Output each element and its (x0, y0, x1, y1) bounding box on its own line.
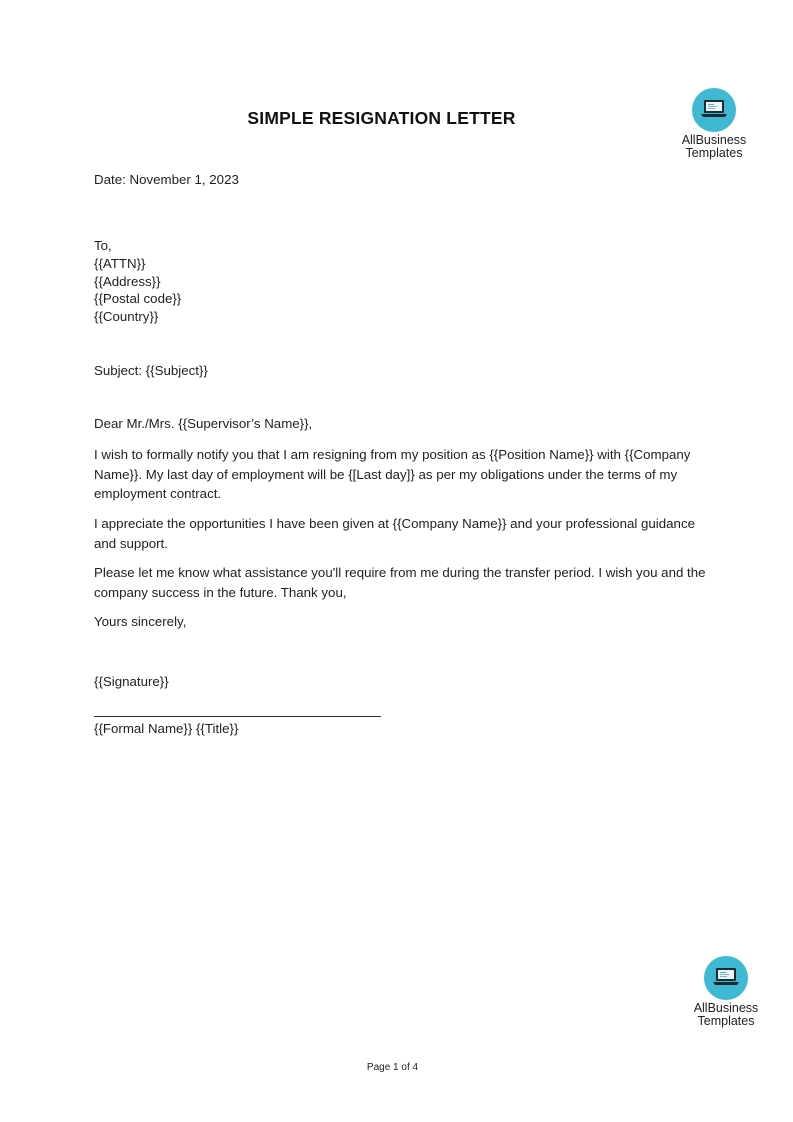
subject-line: Subject: {{Subject}} (94, 363, 208, 378)
laptop-icon (692, 88, 736, 132)
logo-wordmark (686, 1002, 766, 1028)
allbusiness-logo-bottom (686, 956, 766, 1028)
document-title: SIMPLE RESIGNATION LETTER (247, 108, 516, 128)
formal-name: {{Formal Name}} {{Title}} (94, 721, 239, 736)
paragraph-2: I appreciate the opportunities I have been given at {{Company Name}} and your professional guidance and support. (94, 516, 695, 551)
logo-line-1: AllBusiness (693, 1001, 759, 1015)
recipient-country: {{Country}} (94, 309, 159, 324)
logo-line-1: AllBusiness (681, 133, 747, 147)
page-number: Page 1 of 4 (366, 1062, 419, 1073)
logo-line-2: Templates (685, 146, 743, 160)
salutation: Dear Mr./Mrs. {{Supervisor’s Name}}, (94, 416, 313, 431)
recipient-attn: {{ATTN}} (94, 256, 146, 271)
closing: Yours sincerely, (94, 614, 187, 629)
signature-line (94, 716, 381, 717)
paragraph-3: Please let me know what assistance you'll require from me during the transfer period. I wish you and the company success in the future. Thank you, (94, 565, 706, 600)
date-line: Date: November 1, 2023 (94, 172, 239, 187)
laptop-icon (704, 956, 748, 1000)
signature-placeholder: {{Signature}} (94, 674, 169, 689)
logo-wordmark (674, 134, 754, 160)
allbusiness-logo-top (674, 88, 754, 160)
recipient-address: {{Address}} (94, 274, 161, 289)
paragraph-1: I wish to formally notify you that I am resigning from my position as {{Position Name}} with {{Company Name}}. My last day of employment will be {[Last day]} as per my obligations under the terms of my employment contract. (94, 447, 691, 501)
recipient-postal-code: {{Postal code}} (94, 291, 182, 306)
recipient-to: To, (94, 238, 112, 253)
logo-line-2: Templates (697, 1014, 755, 1028)
